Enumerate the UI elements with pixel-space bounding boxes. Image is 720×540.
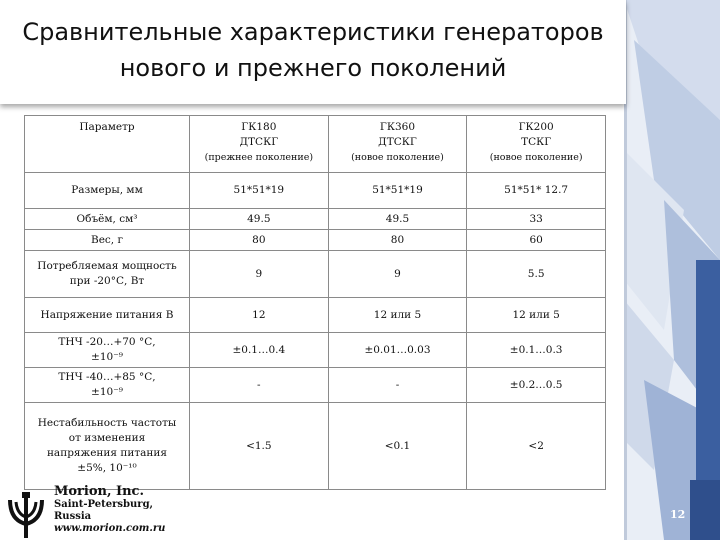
- row-param: Вес, г: [25, 230, 190, 251]
- row-value: 5.5: [467, 251, 606, 298]
- table-row: [25, 173, 606, 209]
- company-city: Saint-Petersburg,: [54, 499, 154, 510]
- row-value: 49.5: [190, 209, 329, 230]
- table-row: [25, 298, 606, 333]
- row-value: 12 или 5: [328, 298, 467, 333]
- row-value: <0.1: [328, 403, 467, 490]
- row-value: 12: [190, 298, 329, 333]
- row-value: 80: [190, 230, 329, 251]
- row-value: ±0.1…0.3: [467, 333, 606, 368]
- row-value: 80: [328, 230, 467, 251]
- row-value: 9: [190, 251, 329, 298]
- row-value: ±0.1…0.4: [190, 333, 329, 368]
- row-param: Потребляемая мощность при -20°С, Вт: [25, 251, 190, 298]
- table-row: [25, 368, 606, 403]
- table-row: [25, 209, 606, 230]
- table-row: [25, 230, 606, 251]
- row-value: 51*51* 12.7: [467, 173, 606, 209]
- row-value: <2: [467, 403, 606, 490]
- table-row: [25, 251, 606, 298]
- company-name: Morion, Inc.: [54, 484, 144, 499]
- header-param: Параметр: [25, 116, 190, 173]
- row-value: ±0.2…0.5: [467, 368, 606, 403]
- row-param: ТНЧ -20…+70 °С, ±10⁻⁹: [25, 333, 190, 368]
- table-row: [25, 403, 606, 490]
- row-value: ±0.01…0.03: [328, 333, 467, 368]
- header-col-1: ГК180 ДТСКГ (прежнее поколение): [190, 116, 329, 173]
- table-header-row: [25, 116, 606, 173]
- slide-title: Сравнительные характеристики генераторов нового и прежнего поколений: [22, 18, 604, 82]
- title-banner: [0, 0, 626, 104]
- company-website-link[interactable]: www.morion.com.ru: [54, 523, 166, 534]
- header-col-3: ГК200 ТСКГ (новое поколение): [467, 116, 606, 173]
- company-info: [54, 484, 165, 534]
- row-value: <1.5: [190, 403, 329, 490]
- table-row: [25, 333, 606, 368]
- row-param: ТНЧ -40…+85 °С, ±10⁻⁹: [25, 368, 190, 403]
- header-col-2: ГК360 ДТСКГ (новое поколение): [328, 116, 467, 173]
- decorative-side-panel: [624, 0, 720, 540]
- row-param: Размеры, мм: [25, 173, 190, 209]
- row-param: Нестабильность частоты от изменения напряжения питания ±5%, 10⁻¹⁰: [25, 403, 190, 490]
- row-value: 9: [328, 251, 467, 298]
- row-value: 33: [467, 209, 606, 230]
- row-value: 49.5: [328, 209, 467, 230]
- comparison-table: [24, 115, 606, 490]
- row-value: 12 или 5: [467, 298, 606, 333]
- row-param: Напряжение питания В: [25, 298, 190, 333]
- row-value: 51*51*19: [190, 173, 329, 209]
- row-value: -: [328, 368, 467, 403]
- page-number: 12: [670, 508, 686, 521]
- morion-logo-icon: [4, 490, 48, 540]
- row-value: -: [190, 368, 329, 403]
- company-country: Russia: [54, 511, 92, 522]
- row-param: Объём, см³: [25, 209, 190, 230]
- row-value: 51*51*19: [328, 173, 467, 209]
- row-value: 60: [467, 230, 606, 251]
